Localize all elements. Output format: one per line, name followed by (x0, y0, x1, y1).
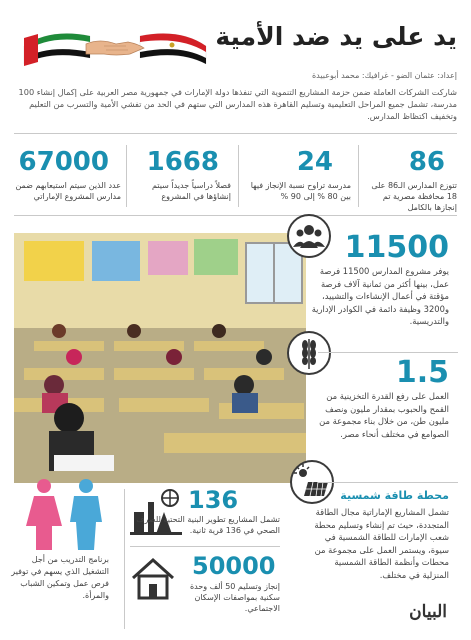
header (0, 0, 471, 70)
divider (238, 145, 239, 207)
divider (318, 352, 458, 353)
sanitation-number: 136 (188, 486, 239, 514)
wheat-number: 1.5 (395, 355, 449, 390)
solar-title: محطة طاقة شمسية (340, 489, 449, 502)
wheat-text: العمل على رفع القدرة التخزينية من القمح والحبوب بمقدار مليون ونصف مليون طن، من خلال بناء مجموعة من الصوامع في مختلف أنحاء مصر. (319, 391, 449, 439)
divider (130, 546, 280, 547)
solar-text: تشمل المشاريع الإماراتية مجال الطاقة المتجددة، حيث تم إنشاء وتسليم محطة شعب الإمارات للطاقة الشمسية في سيوة، ويستمر العمل على مجموعة من محطات وأنظمة الطاقة الشمسية المنزلية في مختلف. (314, 507, 449, 580)
credits: إعداد: عثمان الضو - غرافيك: محمد أبوعبيدة (311, 71, 457, 80)
publisher-logo: البيان (409, 602, 447, 622)
stat-text: عدد الذين سيتم استيعابهم ضمن مدارس المشروع الإماراتي (15, 181, 121, 201)
stat-text: مدرسة تراوح نسبة الإنجاز فيها بين 80 % إلى 90 % (250, 181, 351, 201)
intro-text: شاركت الشركات العاملة ضمن حزمة المشاريع التنموية التي تنفذها دولة الإمارات في جمهورية مصر العربية على إكمال إنشاء 100 مدرسة، تشمل جميع المراحل التعليمية وتسليم القاهرة هذه المدارس التي ستهم في الحد من تفشي الأمية والتسرب من التعليم وتخفيف اكتظاظ المدارس. (18, 87, 457, 121)
housing-text: إنجاز وتسليم 50 ألف وحدة سكنية بمواصفات الإسكان الاجتماعي. (189, 582, 280, 613)
jobs-number: 11500 (344, 230, 449, 265)
divider (126, 145, 127, 207)
divider (14, 133, 457, 134)
training-text: برنامج التدريب من أجل التشغيل الذي يسهم في توفير فرص عمل وتمكين الشباب والمرأة. (11, 555, 109, 600)
page-title: يد على يد ضد الأمية (215, 22, 457, 51)
wheat-icon (287, 331, 331, 375)
divider (14, 215, 457, 216)
stat-number: 67000 (18, 147, 109, 177)
divider (358, 145, 359, 207)
house-icon (130, 556, 176, 602)
classroom-photo (14, 233, 306, 483)
divider (124, 489, 125, 629)
classroom-illustration (14, 233, 306, 483)
stat-number: 86 (408, 147, 445, 177)
divider (318, 482, 458, 483)
stat-text: فصلاً دراسياً جديداً سيتم إنشاؤها في المشروع (151, 181, 231, 201)
handshake-flags-icon (20, 24, 210, 68)
stat-number: 1668 (146, 147, 219, 177)
jobs-text: يوفر مشروع المدارس 11500 فرصة عمل، بينها أكثر من ثمانية آلاف فرصة مؤقتة في أعمال الإنشاءات والتشييد، و3200 وظيفة دائمة في الكوادر الإدارية والتدريسية. (311, 266, 449, 326)
housing-number: 50000 (192, 552, 276, 580)
woman-man-icon (22, 478, 108, 552)
stat-text: تتوزع المدارس الـ86 على 18 محافظة مصرية تم إنجازها بالكامل (371, 181, 457, 212)
people-icon (287, 214, 331, 258)
sanitation-text: تشمل المشاريع تطوير البنية التحتية للصرف الصحي في 136 قرية ثانية. (136, 515, 280, 535)
stat-number: 24 (296, 147, 333, 177)
